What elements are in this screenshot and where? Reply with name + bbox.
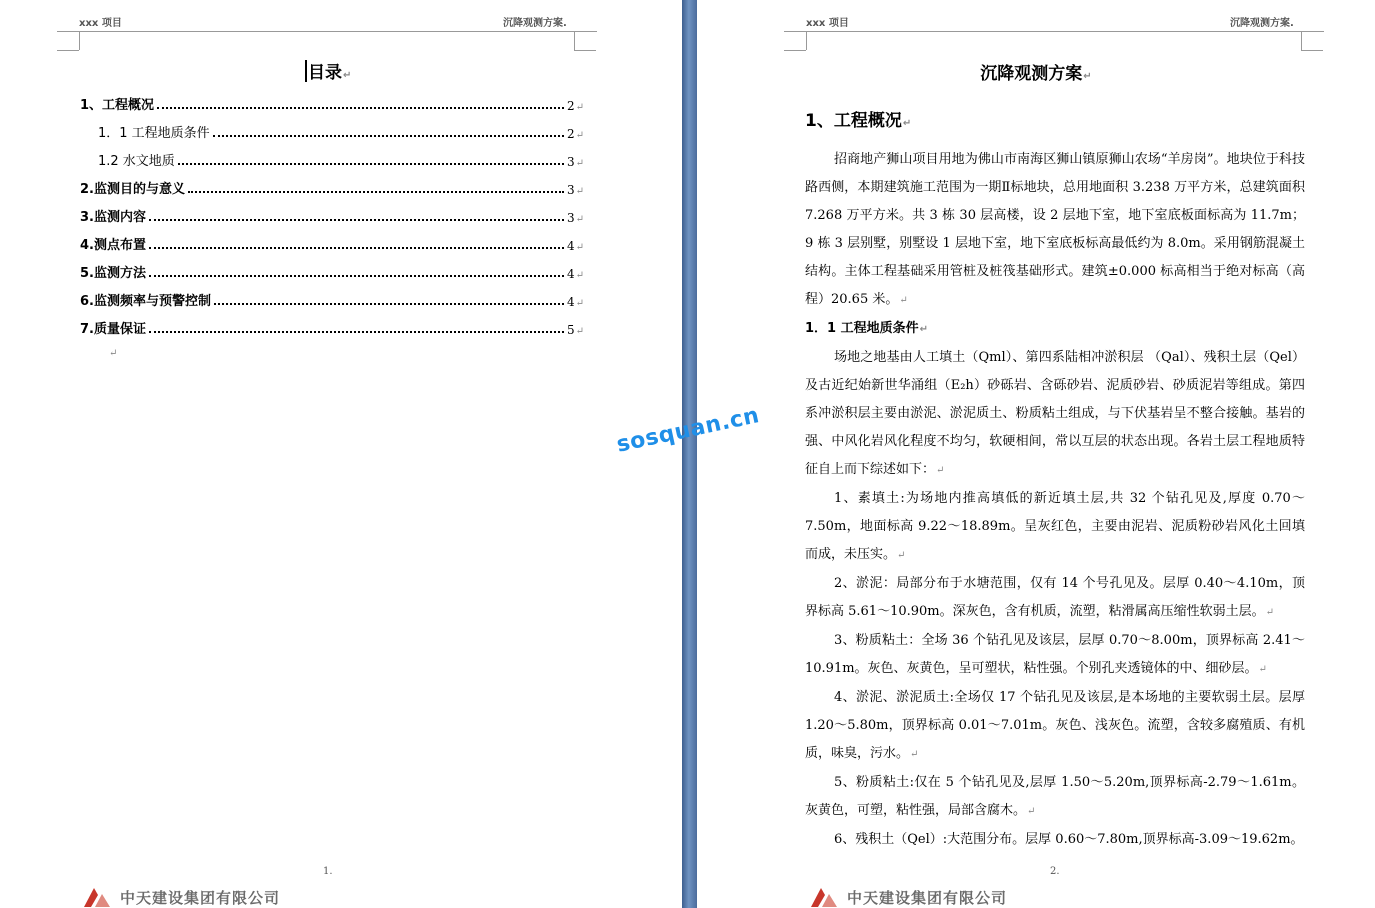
toc-entry-page: 3 — [566, 211, 575, 225]
toc-entry-label: 6.监测频率与预警控制 — [80, 294, 211, 309]
toc-entry-page: 5 — [566, 323, 575, 337]
toc-entry-page: 4 — [566, 267, 575, 281]
toc-leader-dots — [149, 330, 564, 333]
page-number: 1. — [323, 866, 333, 877]
toc-entry[interactable]: 4.测点布置 4 ↵ — [80, 233, 584, 253]
toc-entry-page: 2 — [566, 127, 575, 141]
toc-entry[interactable]: 2.监测目的与意义 3 ↵ — [80, 177, 584, 197]
page-number: 2. — [1050, 866, 1060, 877]
toc-entry-page: 2 — [566, 99, 575, 113]
toc-leader-dots — [188, 190, 564, 193]
toc-entry[interactable]: 7.质量保证 5 ↵ — [80, 317, 584, 337]
toc-title: 目录↵ — [305, 58, 351, 83]
toc-entry-page: 4 — [566, 295, 575, 309]
toc-entry[interactable]: 1．1 工程地质条件 2 ↵ — [80, 121, 584, 141]
toc-entry-label: 7.质量保证 — [80, 322, 146, 337]
toc-leader-dots — [214, 302, 564, 305]
company-logo — [807, 886, 1007, 908]
paragraph-mark: ↵ — [109, 348, 118, 359]
watermark: sosquan.cn — [614, 403, 762, 458]
document-title: 沉降观测方案↵ — [980, 64, 1092, 84]
toc-entry[interactable]: 5.监测方法 4 ↵ — [80, 261, 584, 281]
toc-entry-label: 5.监测方法 — [80, 266, 146, 281]
body-text — [805, 146, 1305, 854]
text-cursor — [305, 60, 307, 82]
toc-entry[interactable]: 1、工程概况 2 ↵ — [80, 93, 584, 113]
logo-mark-icon — [80, 886, 114, 908]
body-paragraph: 4、淤泥、淤泥质土:全场仅 17 个钻孔见及该层,是本场地的主要软弱土层。层厚 1.20～5.80m，顶界标高 0.01～7.01m。灰色、浅灰色。流塑，含较多腐殖质、有机质，味臭，污水。↵ — [805, 690, 1305, 761]
toc-entry-page: 3 — [566, 155, 575, 169]
toc-leader-dots — [157, 106, 564, 109]
toc-entry-label: 2.监测目的与意义 — [80, 182, 185, 197]
company-name: 中天建设集团有限公司 — [120, 888, 281, 907]
toc-entry-page: 3 — [566, 183, 575, 197]
body-paragraph: 1、素填土:为场地内推高填低的新近填土层,共 32 个钻孔见及,厚度 0.70～7.50m，地面标高 9.22～18.89m。呈灰红色，主要由泥岩、泥质粉砂岩风化土回填而成，未压实。↵ — [805, 491, 1305, 562]
company-name: 中天建设集团有限公司 — [847, 888, 1008, 907]
toc-leader-dots — [213, 134, 564, 137]
toc-entry-label: 1．1 工程地质条件 — [98, 126, 210, 141]
toc-leader-dots — [178, 162, 564, 165]
body-paragraph: 6、残积土（Qel）:大范围分布。层厚 0.60～7.80m,顶界标高-3.09～19.62m。 — [834, 832, 1304, 847]
company-logo — [80, 886, 280, 908]
toc-entry[interactable]: 1.2 水文地质 3 ↵ — [80, 149, 584, 169]
header-doc-title: 沉降观测方案. — [503, 18, 567, 29]
toc-page — [0, 0, 682, 908]
header-project: xxx 项目 — [806, 18, 849, 29]
body-paragraph: 场地之地基由人工填土（Qml）、第四系陆相冲淤积层 （Qal）、残积土层（Qel）及古近纪始新世华涌组（E₂h）砂砾岩、含砾砂岩、泥质砂岩、砂质泥岩等组成。第四系冲淤积层主要由淤泥、淤泥质土、粉质粘土组成，与下伏基岩呈不整合接触。基岩的强、中风化岩风化程度不均匀，软硬相间，常以互层的状态出现。各岩土层工程地质特征自上而下综述如下：↵ — [805, 350, 1305, 477]
toc-entry-label: 1.2 水文地质 — [98, 154, 175, 169]
body-paragraph: 5、粉质粘土:仅在 5 个钻孔见及,层厚 1.50～5.20m,顶界标高-2.79～1.61m。灰黄色，可塑，粘性强，局部含腐木。↵ — [805, 775, 1305, 818]
content-page — [697, 0, 1375, 908]
toc-entry-label: 3.监测内容 — [80, 210, 146, 225]
header-rule — [57, 31, 597, 50]
logo-mark-icon — [807, 886, 841, 908]
toc-leader-dots — [149, 274, 564, 277]
toc-entry-label: 4.测点布置 — [80, 238, 146, 253]
header-project: xxx 项目 — [79, 18, 122, 29]
header-rule — [784, 31, 1324, 50]
toc-leader-dots — [149, 218, 564, 221]
toc-entry-page: 4 — [566, 239, 575, 253]
body-paragraph: 3、粉质粘土：全场 36 个钻孔见及该层，层厚 0.70～8.00m，顶界标高 2.41～10.91m。灰色、灰黄色，呈可塑状，粘性强。个别孔夹透镜体的中、细砂层。↵ — [805, 633, 1305, 676]
page-gutter — [682, 0, 697, 908]
toc-entry[interactable]: 3.监测内容 3 ↵ — [80, 205, 584, 225]
subsection-heading: 1．1 工程地质条件↵ — [805, 321, 929, 336]
toc-entry[interactable]: 6.监测频率与预警控制 4 ↵ — [80, 289, 584, 309]
body-paragraph: 招商地产狮山项目用地为佛山市南海区狮山镇原狮山农场“羊房岗”。地块位于科技路西侧，本期建筑施工范围为一期Ⅱ标地块，总用地面积 3.238 万平方米，总建筑面积 7.268 万平方米。共 3 栋 30 层高楼，设 2 层地下室，地下室底板面标高为 11.7m；9 栋 3 层别墅，别墅设 1 层地下室，地下室底板标高最低约为 8.0m。采用钢筋混凝土结构。主体工程基础采用管桩及桩筏基础形式。建筑±0.000 标高相当于绝对标高（高程）20.65 米。↵ — [805, 152, 1305, 307]
section-heading: 1、工程概况↵ — [805, 111, 912, 131]
toc-entry-label: 1、工程概况 — [80, 98, 155, 113]
body-paragraph: 2、淤泥：局部分布于水塘范围，仅有 14 个号孔见及。层厚 0.40～4.10m，顶界标高 5.61～10.90m。深灰色，含有机质，流塑，粘滑属高压缩性软弱土层。↵ — [805, 576, 1305, 619]
header-doc-title: 沉降观测方案. — [1230, 18, 1294, 29]
toc-leader-dots — [149, 246, 564, 249]
